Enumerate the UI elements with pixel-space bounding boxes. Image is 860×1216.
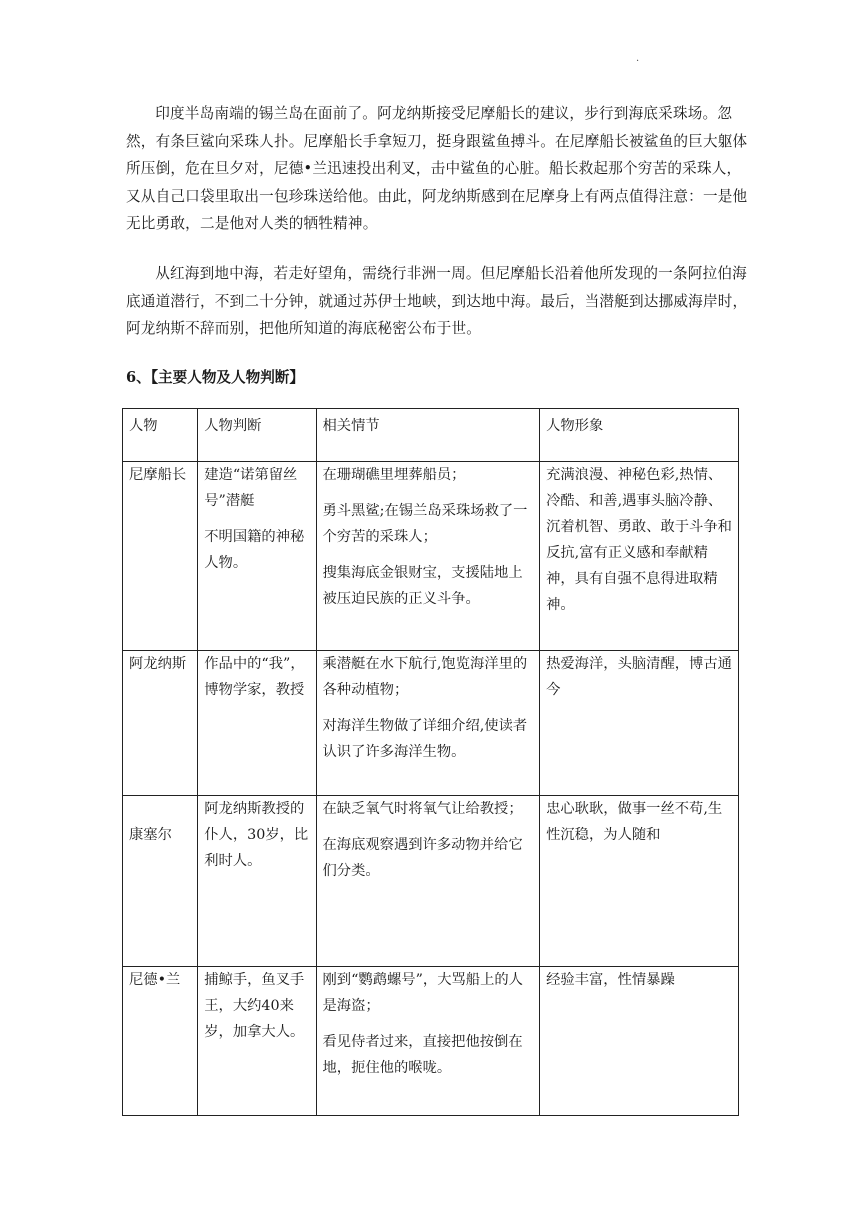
judgement-line: 捕鲸手，鱼叉手王，大约40来岁，加拿大人。 xyxy=(204,972,305,1040)
header-judgement: 人物判断 xyxy=(198,409,316,462)
character-plot xyxy=(316,651,540,796)
table-row xyxy=(123,651,739,796)
judgement-line: 阿龙纳斯教授的仆人，30岁，比利时人。 xyxy=(204,801,309,869)
judgement-line: 作品中的“我”，博物学家，教授 xyxy=(204,656,305,698)
header-character: 人物 xyxy=(123,409,198,462)
header-plot: 相关情节 xyxy=(316,409,540,462)
plot-line: 在缺乏氧气时将氧气让给教授； xyxy=(322,801,523,817)
table-row xyxy=(123,796,739,967)
table-row xyxy=(123,462,739,651)
character-judgement xyxy=(198,796,316,967)
judgement-line: 建造“诺第留丝号”潜艇 xyxy=(204,467,298,509)
character-image: 忠心耿耿，做事一丝不苟,生性沉稳，为人随和 xyxy=(540,796,739,967)
plot-line: 对海洋生物做了详细介绍,使读者认识了许多海洋生物。 xyxy=(322,718,528,760)
plot-line: 在海底观察遇到许多动物并给它们分类。 xyxy=(322,837,523,879)
plot-line: 看见侍者过来，直接把他按倒在地，扼住他的喉咙。 xyxy=(322,1034,523,1076)
section-heading: 6、【主要人物及人物判断】 xyxy=(126,369,304,386)
character-judgement xyxy=(198,967,316,1116)
header-dot: · xyxy=(636,56,640,67)
plot-line: 刚到“鹦鹉螺号”，大骂船上的人是海盗； xyxy=(322,972,523,1014)
character-judgement xyxy=(198,462,316,651)
character-name: 康塞尔 xyxy=(123,796,198,967)
character-image: 经验丰富，性情暴躁 xyxy=(540,967,739,1116)
character-table xyxy=(122,408,739,1116)
character-judgement xyxy=(198,651,316,796)
character-name: 尼德•兰 xyxy=(123,967,198,1116)
character-plot xyxy=(316,967,540,1116)
judgement-line: 不明国籍的神秘人物。 xyxy=(204,529,305,571)
character-name: 尼摩船长 xyxy=(123,462,198,651)
paragraph-mediterranean: 从红海到地中海，若走好望角，需绕行非洲一周。但尼摩船长沿着他所发现的一条阿拉伯海底通道潜行，不到二十分钟，就通过苏伊士地峡，到达地中海。最后，当潜艇到达挪威海岸时，阿龙纳斯不辞而别，把他所知道的海底秘密公布于世。 xyxy=(126,265,748,337)
header-image: 人物形象 xyxy=(540,409,739,462)
plot-line: 在珊瑚礁里埋葬船员； xyxy=(322,467,466,483)
plot-line: 搜集海底金银财宝，支援陆地上被压迫民族的正义斗争。 xyxy=(322,565,523,607)
paragraph-ceylon: 印度半岛南端的锡兰岛在面前了。阿龙纳斯接受尼摩船长的建议，步行到海底采珠场。忽然，有条巨鲨向采珠人扑。尼摩船长手拿短刀，挺身跟鲨鱼搏斗。在尼摩船长被鲨鱼的巨大躯体所压倒，危在旦夕对，尼德•兰迅速投出利叉，击中鲨鱼的心脏。船长救起那个穷苦的采珠人，又从自己口袋里取出一包珍珠送给他。由此，阿龙纳斯感到在尼摩身上有两点值得注意：一是他无比勇敢，二是他对人类的牺牲精神。 xyxy=(126,105,748,232)
plot-line: 乘潜艇在水下航行,饱览海洋里的各种动植物； xyxy=(322,656,528,698)
table-row xyxy=(123,967,739,1116)
character-plot xyxy=(316,796,540,967)
character-plot xyxy=(316,462,540,651)
character-image: 热爱海洋，头脑清醒，博古通今 xyxy=(540,651,739,796)
table-header-row xyxy=(123,409,739,462)
character-name: 阿龙纳斯 xyxy=(123,651,198,796)
character-image: 充满浪漫、神秘色彩,热情、冷酷、和善,遇事头脑冷静、沉着机智、勇敢、敢于斗争和反抗,富有正义感和奉献精神，具有自强不息得进取精神。 xyxy=(540,462,739,651)
plot-line: 勇斗黑鲨;在锡兰岛采珠场救了一个穷苦的采珠人； xyxy=(322,503,528,545)
